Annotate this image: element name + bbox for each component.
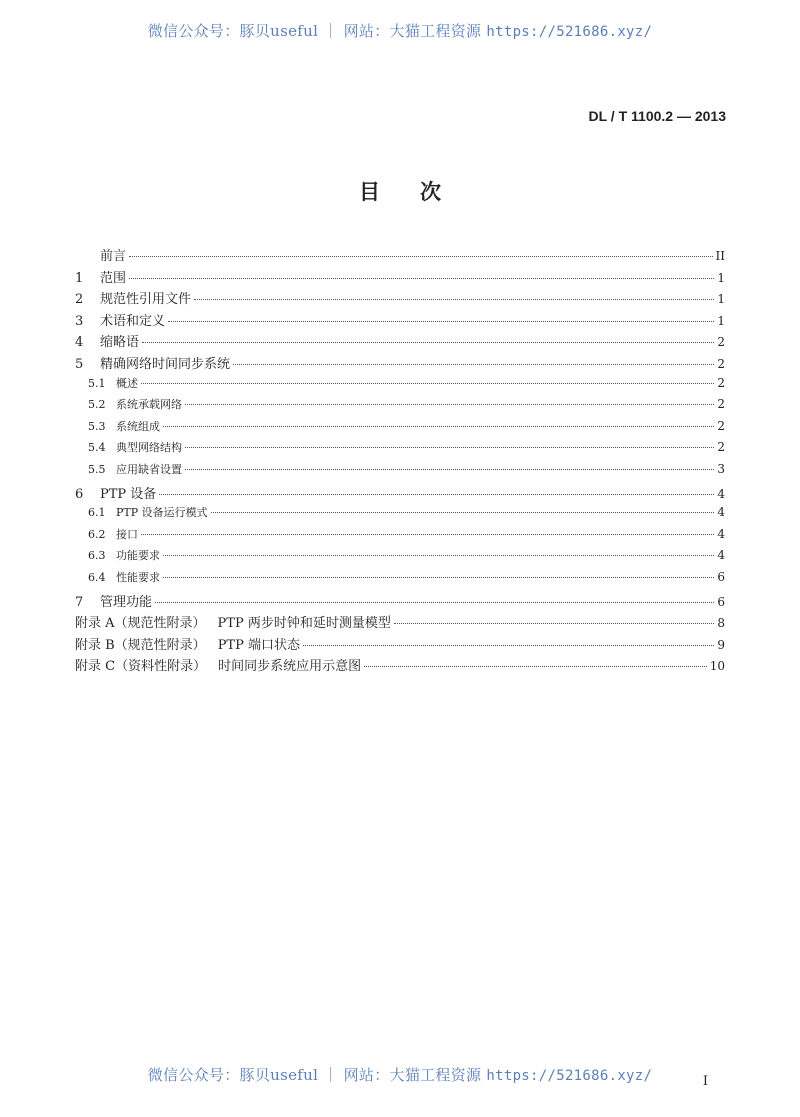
toc-entry-label: 术语和定义 (100, 313, 166, 329)
toc-entry-number: 附录 C（资料性附录） (75, 659, 207, 675)
toc-entry-number: 7 (75, 594, 84, 610)
watermark-text: 微信公众号：豚贝useful ｜ 网站：大猫工程资源 (147, 22, 487, 40)
toc-entry-number: 5 (75, 356, 84, 372)
toc-entry-number: 6.2 (88, 527, 106, 541)
toc-entry[interactable] (75, 375, 725, 397)
watermark-top (0, 20, 800, 41)
watermark-bottom (0, 1064, 800, 1085)
toc-entry-page: 3 (717, 461, 725, 476)
page-title: 目次 (359, 179, 481, 204)
toc-entry-page: 1 (717, 270, 725, 285)
toc-entry-number: 1 (75, 270, 84, 286)
toc-entry-number: 附录 A（规范性附录） (75, 616, 206, 632)
toc-entry-page: 4 (717, 505, 725, 520)
dot-leader (141, 534, 714, 535)
toc-entry-number: 2 (75, 292, 84, 308)
toc-entry[interactable] (75, 396, 725, 418)
toc-entry-page: 2 (717, 397, 725, 412)
toc-entry-label: 接口 (116, 527, 138, 541)
toc-entry-page: 2 (717, 375, 725, 390)
toc-entry-label: 时间同步系统应用示意图 (218, 659, 362, 675)
dot-leader (155, 602, 714, 603)
toc-entry-page: 2 (717, 440, 725, 455)
dot-leader (211, 512, 714, 513)
watermark-url: https://521686.xyz/ (486, 1068, 653, 1084)
dot-leader (159, 494, 714, 495)
toc-entry-page: 10 (709, 659, 725, 674)
dot-leader (163, 555, 714, 556)
toc-entry-number: 5.3 (88, 419, 106, 433)
dot-leader (303, 645, 714, 646)
toc-entry-number: 6.4 (88, 570, 106, 584)
table-of-contents (75, 245, 725, 677)
toc-entry-label: 应用缺省设置 (116, 462, 182, 476)
dot-leader (163, 426, 714, 427)
dot-leader (163, 577, 714, 578)
toc-entry-label: 规范性引用文件 (100, 292, 192, 308)
watermark-text: 微信公众号：豚贝useful ｜ 网站：大猫工程资源 (147, 1066, 487, 1084)
toc-entry-label: PTP 设备 (100, 486, 157, 502)
dot-leader (233, 364, 714, 365)
watermark-url: https://521686.xyz/ (486, 24, 653, 40)
toc-entry-label: 性能要求 (116, 570, 160, 584)
toc-entry-page: 1 (717, 292, 725, 307)
toc-entry[interactable] (75, 634, 725, 656)
dot-leader (142, 342, 714, 343)
toc-entry[interactable] (75, 569, 725, 591)
toc-entry-label: 精确网络时间同步系统 (100, 356, 231, 372)
toc-entry-page: 9 (717, 637, 725, 652)
toc-entry[interactable] (75, 655, 725, 677)
toc-entry[interactable] (75, 526, 725, 548)
dot-leader (129, 278, 714, 279)
toc-entry-label: 概述 (116, 376, 138, 390)
toc-entry-number: 4 (75, 335, 84, 351)
toc-entry-number: 5.5 (88, 462, 106, 476)
dot-leader (141, 383, 714, 384)
toc-entry-label: 系统承载网络 (116, 398, 182, 412)
toc-entry-label: PTP 设备运行模式 (116, 506, 208, 520)
standard-number: DL / T 1100.2 — 2013 (588, 108, 726, 124)
toc-entry[interactable] (75, 310, 725, 332)
toc-entry-label: 系统组成 (116, 419, 160, 433)
toc-entry-number: 5.2 (88, 398, 106, 412)
dot-leader (129, 256, 713, 257)
toc-entry-label: PTP 端口状态 (217, 637, 300, 653)
toc-entry-page: 2 (717, 418, 725, 433)
toc-entry-page: 4 (717, 548, 725, 563)
toc-entry-label: 缩略语 (100, 335, 140, 351)
toc-entry[interactable] (75, 331, 725, 353)
toc-entry-number: 6.1 (88, 506, 106, 520)
toc-entry-page: 6 (717, 569, 725, 584)
toc-entry-number: 5.1 (88, 376, 106, 390)
dot-leader (185, 469, 714, 470)
toc-entry[interactable] (75, 612, 725, 634)
toc-entry-page: 1 (717, 313, 725, 328)
toc-entry-page: 4 (717, 486, 725, 501)
dot-leader (194, 299, 714, 300)
page-number: I (702, 1074, 708, 1089)
toc-entry-page: 2 (717, 335, 725, 350)
toc-entry[interactable] (75, 267, 725, 289)
toc-entry-label: 功能要求 (116, 549, 160, 563)
toc-entry-page: II (715, 249, 725, 263)
dot-leader (364, 666, 707, 667)
toc-entry-label: 前言 (100, 249, 127, 264)
toc-entry[interactable] (75, 504, 725, 526)
toc-entry[interactable] (75, 418, 725, 440)
toc-entry[interactable] (75, 591, 725, 613)
toc-entry-page: 4 (717, 526, 725, 541)
toc-entry[interactable] (75, 288, 725, 310)
dot-leader (185, 447, 714, 448)
dot-leader (168, 321, 714, 322)
toc-entry-label: 典型网络结构 (116, 441, 182, 455)
toc-entry-number: 5.4 (88, 441, 106, 455)
toc-entry-label: 范围 (100, 270, 127, 286)
toc-entry-number: 3 (75, 313, 84, 329)
dot-leader (185, 404, 714, 405)
toc-entry-page: 8 (717, 616, 725, 631)
toc-entry-label: PTP 两步时钟和延时测量模型 (217, 616, 391, 632)
toc-entry-number: 6 (75, 486, 84, 502)
toc-entry-number: 6.3 (88, 549, 106, 563)
toc-entry-label: 管理功能 (100, 594, 153, 610)
toc-entry[interactable] (75, 547, 725, 569)
toc-entry-number: 附录 B（规范性附录） (75, 637, 206, 653)
toc-entry[interactable] (75, 245, 725, 267)
dot-leader (394, 623, 714, 624)
toc-entry-page: 2 (717, 356, 725, 371)
toc-entry-page: 6 (717, 594, 725, 609)
toc-entry[interactable] (75, 461, 725, 483)
toc-entry[interactable] (75, 353, 725, 375)
toc-entry[interactable] (75, 483, 725, 505)
toc-entry[interactable] (75, 439, 725, 461)
